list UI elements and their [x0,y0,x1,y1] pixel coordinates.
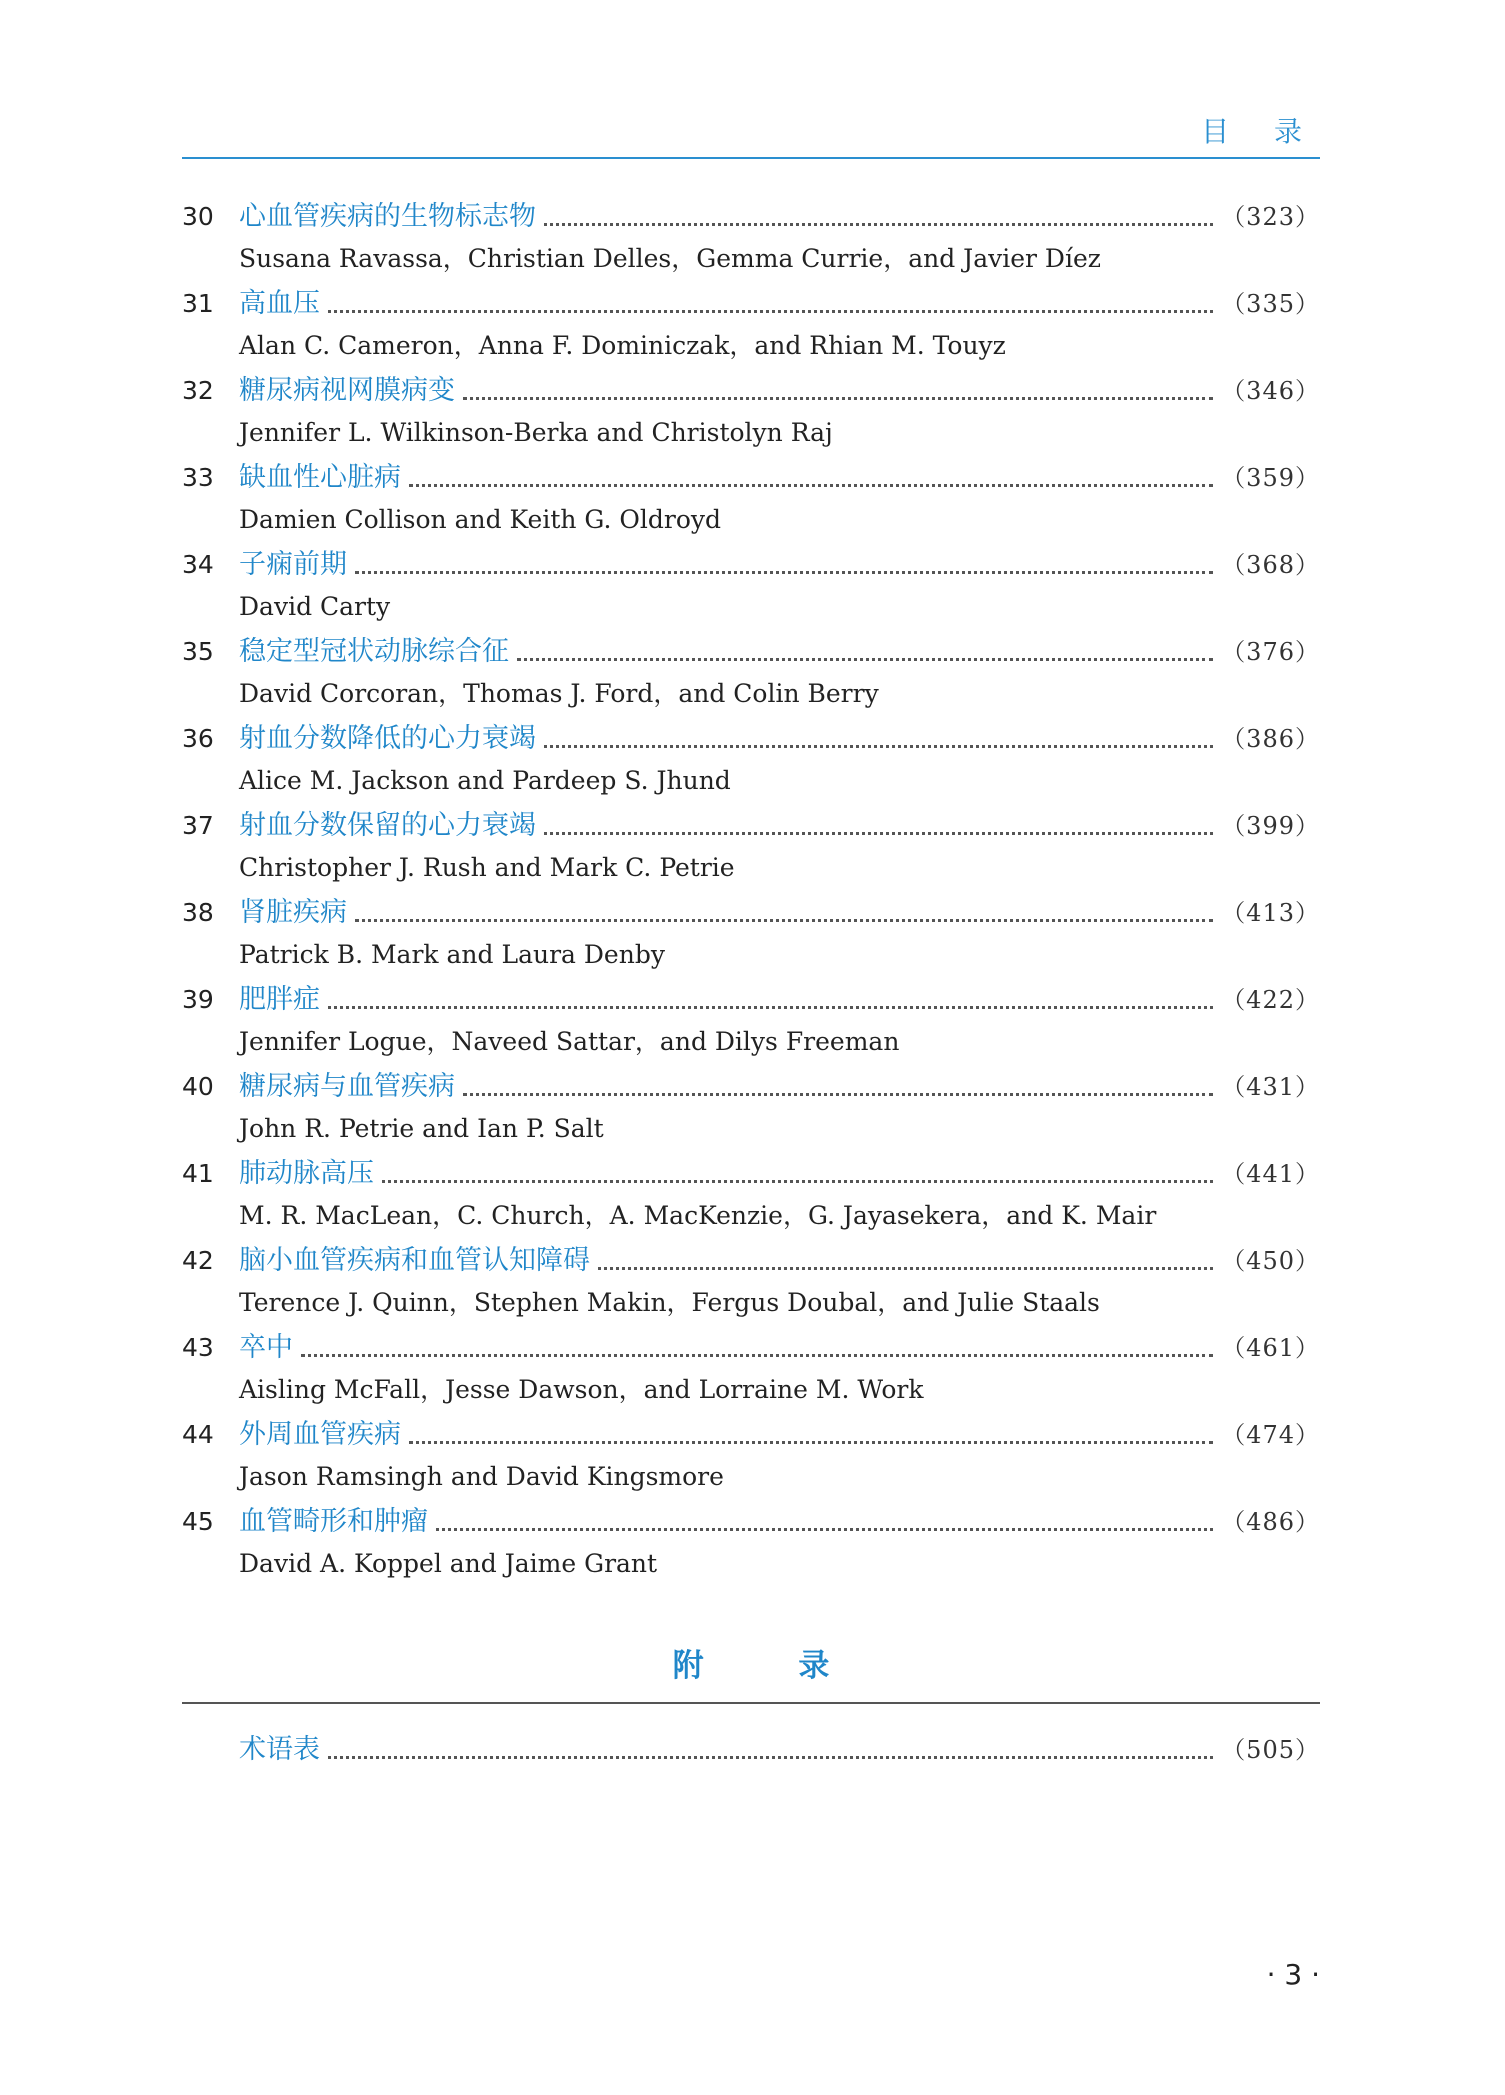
toc-entry [182,1325,1320,1412]
chapter-authors: Terence J. Quinn，Stephen Makin，Fergus Doubal，and Julie Staals [239,1288,1100,1317]
toc-entry [182,977,1320,1064]
page-reference: （441） [1221,1160,1320,1188]
chapter-title[interactable]: 肾脏疾病 [239,897,347,928]
toc-title-line[interactable] [182,1727,1320,1771]
appendix-heading: 附 录 [672,1648,872,1684]
dot-leader [328,1752,1213,1759]
chapter-authors: Alan C. Cameron，Anna F. Dominiczak，and Rhian M. Touyz [239,331,1006,360]
dot-leader [517,654,1213,661]
chapter-number: 41 [182,1159,214,1188]
toc-entry [182,890,1320,977]
toc-entry [182,542,1320,629]
page-reference: （450） [1221,1247,1320,1275]
dot-leader [463,393,1213,400]
chapter-title[interactable]: 糖尿病与血管疾病 [239,1071,455,1102]
chapter-number: 44 [182,1420,214,1449]
dot-leader [544,828,1213,835]
dot-leader [463,1089,1213,1096]
toc-title-line[interactable] [182,1499,1320,1543]
dot-leader [409,1437,1213,1444]
chapter-title[interactable]: 血管畸形和肿瘤 [239,1506,428,1537]
dot-leader [436,1524,1213,1531]
chapter-title[interactable]: 脑小血管疾病和血管认知障碍 [239,1245,590,1276]
toc-title-line[interactable] [182,716,1320,760]
toc-entry [182,368,1320,455]
chapter-title[interactable]: 子痫前期 [239,549,347,580]
page-reference: （413） [1221,899,1320,927]
chapter-authors: Christopher J. Rush and Mark C. Petrie [239,853,735,882]
page-reference: （335） [1221,290,1320,318]
dot-leader [382,1176,1213,1183]
toc-title-line[interactable] [182,194,1320,238]
page-reference: （461） [1221,1334,1320,1362]
chapter-number: 43 [182,1333,214,1362]
toc-title-line[interactable] [182,1064,1320,1108]
page-reference: （505） [1221,1736,1320,1764]
toc-entry [182,1499,1320,1586]
toc-title-line[interactable] [182,803,1320,847]
chapter-title[interactable]: 肥胖症 [239,984,320,1015]
toc-entry [182,1151,1320,1238]
chapter-authors: Susana Ravassa，Christian Delles，Gemma Currie，and Javier Díez [239,244,1101,273]
chapter-title[interactable]: 心血管疾病的生物标志物 [239,201,536,232]
toc-title-line[interactable] [182,1412,1320,1456]
chapter-number: 34 [182,550,214,579]
glossary-entry [182,1727,1320,1771]
dot-leader [328,1002,1213,1009]
chapter-number: 38 [182,898,214,927]
chapter-number: 36 [182,724,214,753]
toc-title-line[interactable] [182,1151,1320,1195]
page-reference: （323） [1221,203,1320,231]
toc-entry [182,455,1320,542]
chapter-authors: Jennifer Logue，Naveed Sattar，and Dilys Freeman [239,1027,900,1056]
toc-title-line[interactable] [182,1325,1320,1369]
toc-entry [182,281,1320,368]
chapter-title[interactable]: 卒中 [239,1332,293,1363]
page-reference: （474） [1221,1421,1320,1449]
chapter-authors: Aisling McFall，Jesse Dawson，and Lorraine M. Work [239,1375,924,1404]
dot-leader [328,306,1213,313]
chapter-title[interactable]: 缺血性心脏病 [239,462,401,493]
chapter-number: 30 [182,202,214,231]
toc-list [182,194,1320,1586]
page-reference: （376） [1221,638,1320,666]
chapter-authors: David Carty [239,592,391,621]
toc-entry [182,194,1320,281]
chapter-authors: Alice M. Jackson and Pardeep S. Jhund [239,766,731,795]
chapter-title[interactable]: 肺动脉高压 [239,1158,374,1189]
dot-leader [301,1350,1213,1357]
page-reference: （346） [1221,377,1320,405]
toc-title-line[interactable] [182,281,1320,325]
toc-entry [182,1238,1320,1325]
chapter-authors: David Corcoran，Thomas J. Ford，and Colin Berry [239,679,879,708]
header-rule [182,157,1320,159]
chapter-authors: M. R. MacLean，C. Church，A. MacKenzie，G. Jayasekera，and K. Mair [239,1201,1157,1230]
chapter-title[interactable]: 高血压 [239,288,320,319]
appendix-rule [182,1702,1320,1704]
section-header-label: 目 录 [1201,115,1320,148]
toc-title-line[interactable] [182,1238,1320,1282]
toc-entry [182,629,1320,716]
chapter-title[interactable]: 稳定型冠状动脉综合征 [239,636,509,667]
chapter-number: 37 [182,811,214,840]
page-reference: （368） [1221,551,1320,579]
chapter-authors: David A. Koppel and Jaime Grant [239,1549,658,1578]
dot-leader [544,741,1213,748]
chapter-authors: Damien Collison and Keith G. Oldroyd [239,505,722,534]
toc-entry [182,803,1320,890]
dot-leader [598,1263,1213,1270]
chapter-number: 40 [182,1072,214,1101]
page-reference: （431） [1221,1073,1320,1101]
page-reference: （386） [1221,725,1320,753]
toc-entry [182,1412,1320,1499]
toc-title-line[interactable] [182,977,1320,1021]
page-reference: （399） [1221,812,1320,840]
chapter-title[interactable]: 射血分数降低的心力衰竭 [239,723,536,754]
toc-title-line[interactable] [182,542,1320,586]
toc-title-line[interactable] [182,368,1320,412]
chapter-title[interactable]: 外周血管疾病 [239,1419,401,1450]
page-number: · 3 · [1266,1958,1320,1991]
chapter-number: 32 [182,376,214,405]
chapter-number: 33 [182,463,214,492]
toc-title-line[interactable] [182,890,1320,934]
dot-leader [355,567,1213,574]
chapter-authors: John R. Petrie and Ian P. Salt [239,1114,604,1143]
toc-title-line[interactable] [182,629,1320,673]
chapter-authors: Jennifer L. Wilkinson-Berka and Christolyn Raj [239,418,833,447]
dot-leader [409,480,1213,487]
dot-leader [355,915,1213,922]
dot-leader [544,219,1213,226]
page-reference: （422） [1221,986,1320,1014]
chapter-number: 42 [182,1246,214,1275]
chapter-title[interactable]: 射血分数保留的心力衰竭 [239,810,536,841]
chapter-title[interactable]: 糖尿病视网膜病变 [239,375,455,406]
page-reference: （486） [1221,1508,1320,1536]
toc-entry [182,1064,1320,1151]
page-reference: （359） [1221,464,1320,492]
glossary-title[interactable]: 术语表 [239,1734,320,1765]
chapter-number: 39 [182,985,214,1014]
toc-title-line[interactable] [182,455,1320,499]
toc-entry [182,716,1320,803]
chapter-authors: Jason Ramsingh and David Kingsmore [239,1462,724,1491]
chapter-authors: Patrick B. Mark and Laura Denby [239,940,665,969]
chapter-number: 45 [182,1507,214,1536]
chapter-number: 35 [182,637,214,666]
chapter-number: 31 [182,289,214,318]
